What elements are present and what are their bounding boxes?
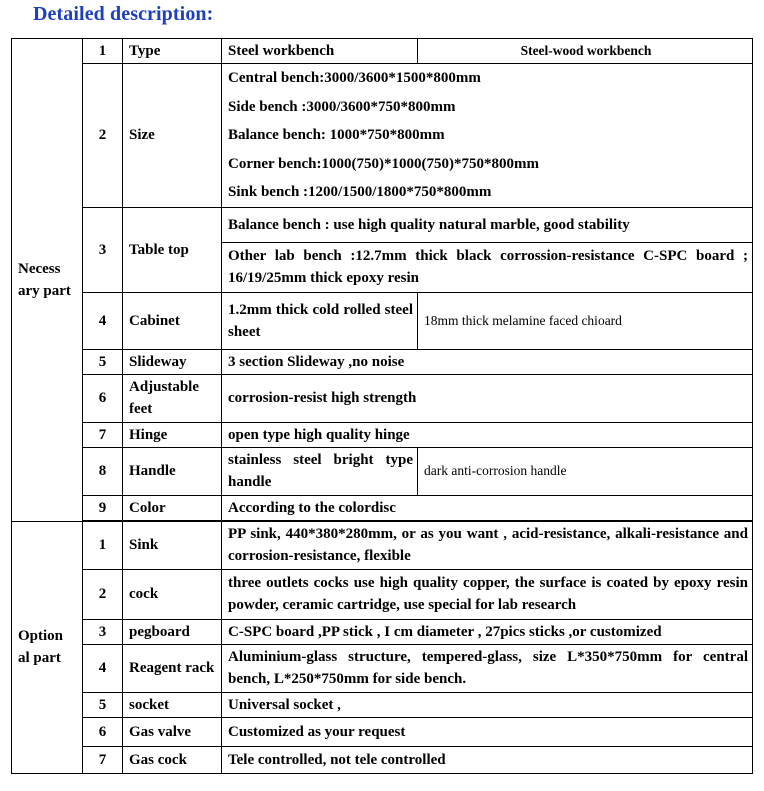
table-row xyxy=(12,644,753,692)
table-row xyxy=(12,619,753,644)
slideway-value: 3 section Slideway ,no noise xyxy=(222,349,753,374)
row-label: Sink xyxy=(123,521,222,569)
row-label: pegboard xyxy=(123,619,222,644)
feet-value: corrosion-resist high strength xyxy=(222,374,753,422)
type-value-steel: Steel workbench xyxy=(222,39,418,64)
table-row xyxy=(12,569,753,619)
cabinet-steel: 1.2mm thick cold rolled steel sheet xyxy=(222,292,418,349)
table-row xyxy=(12,746,753,773)
row-label: cock xyxy=(123,569,222,619)
row-label: Adjustable feet xyxy=(123,374,222,422)
table-row xyxy=(12,292,753,349)
cock-value: three outlets cocks use high quality copper, the surface is coated by epoxy resin powder, ceramic cartridge, use special for lab research xyxy=(222,569,753,619)
size-sink: Sink bench :1200/1500/1800*750*800mm xyxy=(228,184,492,201)
table-row xyxy=(12,521,753,569)
row-label: Cabinet xyxy=(123,292,222,349)
row-number: 5 xyxy=(83,692,123,717)
size-corner: Corner bench:1000(750)*1000(750)*750*800mm xyxy=(228,155,539,172)
row-number: 1 xyxy=(83,521,123,569)
row-label: Size xyxy=(123,64,222,208)
row-label: Hinge xyxy=(123,422,222,447)
gas-cock-value: Tele controlled, not tele controlled xyxy=(222,746,753,773)
row-label: socket xyxy=(123,692,222,717)
row-label: Color xyxy=(123,495,222,520)
table-row xyxy=(12,717,753,746)
row-number: 2 xyxy=(83,569,123,619)
row-number: 6 xyxy=(83,374,123,422)
row-label: Reagent rack xyxy=(123,644,222,692)
socket-value: Universal socket , xyxy=(222,692,753,717)
tabletop-balance: Balance bench : use high quality natural marble, good stability xyxy=(222,207,753,242)
spec-table xyxy=(11,38,753,774)
table-row xyxy=(12,207,753,242)
reagent-rack-value: Aluminium-glass structure, tempered-glass, size L*350*750mm for central bench, L*250*750mm for side bench. xyxy=(222,644,753,692)
table-row xyxy=(12,374,753,422)
handle-dark: dark anti-corrosion handle xyxy=(418,447,753,495)
gas-valve-value: Customized as your request xyxy=(222,717,753,746)
row-label: Type xyxy=(123,39,222,64)
row-number: 7 xyxy=(83,746,123,773)
row-number: 6 xyxy=(83,717,123,746)
handle-steel: stainless steel bright type handle xyxy=(222,447,418,495)
row-number: 4 xyxy=(83,644,123,692)
row-number: 8 xyxy=(83,447,123,495)
table-row xyxy=(12,692,753,717)
pegboard-value: C-SPC board ,PP stick , I cm diameter , 27pics sticks ,or customized xyxy=(222,619,753,644)
table-row xyxy=(12,447,753,495)
row-number: 2 xyxy=(83,64,123,208)
sink-value: PP sink, 440*380*280mm, or as you want , acid-resistance, alkali-resistance and corrosion-resistance, flexible xyxy=(222,521,753,569)
row-label: Gas cock xyxy=(123,746,222,773)
row-number: 5 xyxy=(83,349,123,374)
row-number: 3 xyxy=(83,207,123,292)
table-row xyxy=(12,64,753,208)
table-row xyxy=(12,39,753,64)
cabinet-wood: 18mm thick melamine faced chioard xyxy=(418,292,753,349)
necessary-part-label: Necess ary part xyxy=(12,39,83,522)
color-value: According to the colordisc xyxy=(222,495,753,520)
row-label: Slideway xyxy=(123,349,222,374)
type-value-steel-wood: Steel-wood workbench xyxy=(418,39,753,64)
size-central: Central bench:3000/3600*1500*800mm xyxy=(228,70,481,86)
row-number: 3 xyxy=(83,619,123,644)
tabletop-other: Other lab bench :12.7mm thick black corrossion-resistance C-SPC board ; 16/19/25mm thick epoxy resin xyxy=(222,242,753,292)
row-number: 9 xyxy=(83,495,123,520)
table-row xyxy=(12,349,753,374)
row-label: Handle xyxy=(123,447,222,495)
size-side: Side bench :3000/3600*750*800mm xyxy=(228,98,456,115)
page-title: Detailed description: xyxy=(33,3,214,25)
size-balance: Balance bench: 1000*750*800mm xyxy=(228,127,445,144)
optional-part-label: Option al part xyxy=(12,521,83,773)
row-label: Gas valve xyxy=(123,717,222,746)
row-label: Table top xyxy=(123,207,222,292)
row-number: 7 xyxy=(83,422,123,447)
size-list xyxy=(222,64,753,208)
table-row xyxy=(12,422,753,447)
row-number: 4 xyxy=(83,292,123,349)
table-row xyxy=(12,495,753,520)
hinge-value: open type high quality hinge xyxy=(222,422,753,447)
row-number: 1 xyxy=(83,39,123,64)
